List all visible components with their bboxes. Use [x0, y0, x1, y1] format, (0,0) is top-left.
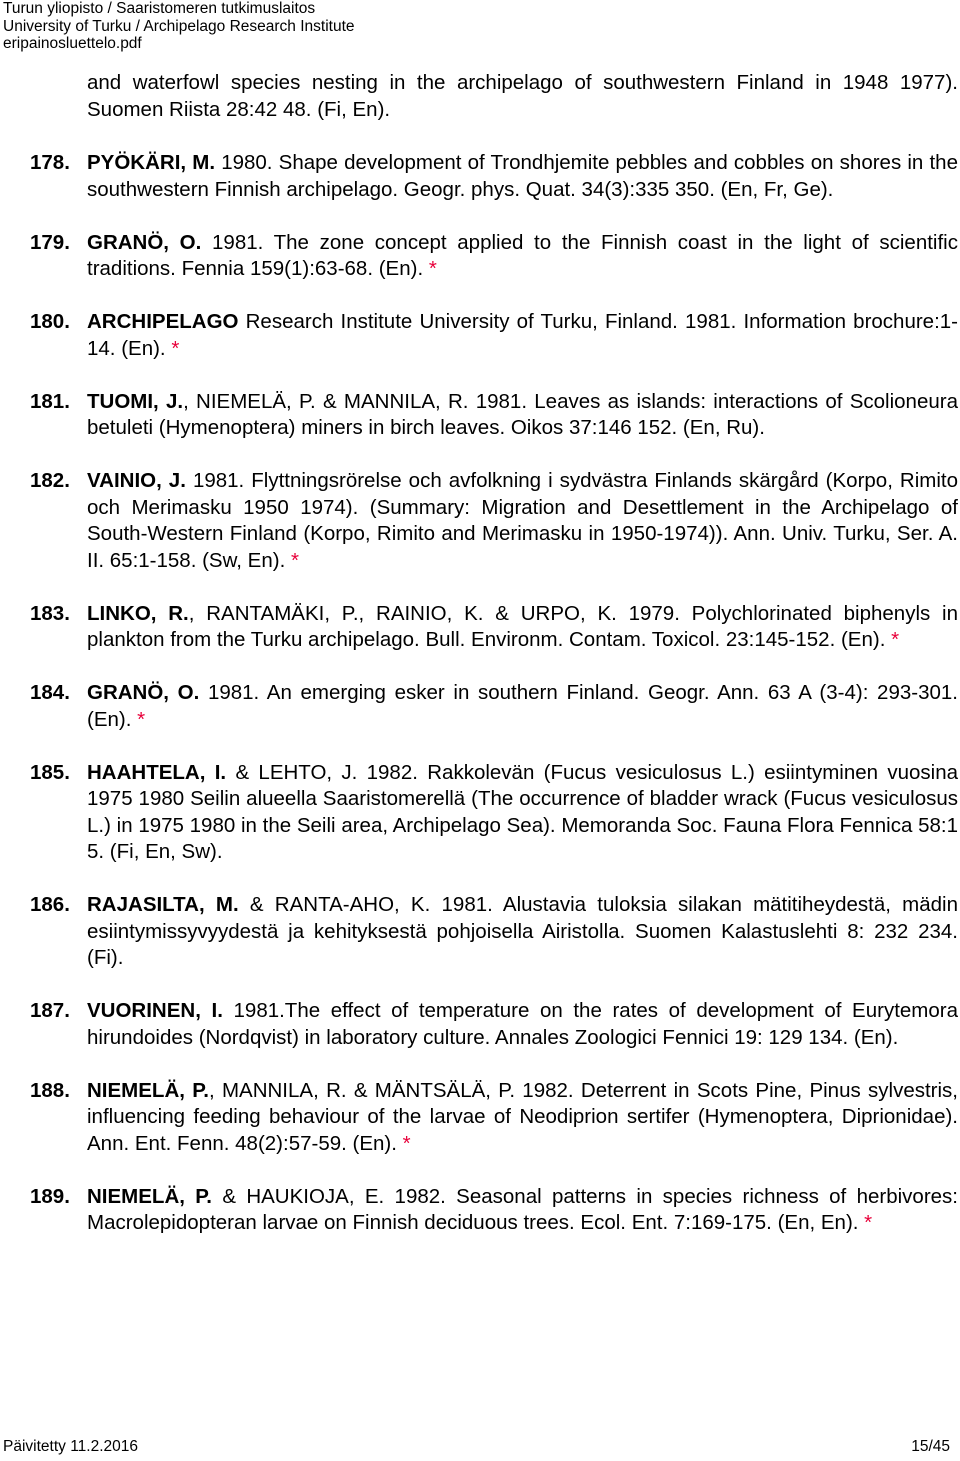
asterisk-marker: * — [290, 548, 299, 572]
header-line-1: Turun yliopisto / Saaristomeren tutkimuslaitos — [3, 0, 316, 17]
entry-text: , RANTAMÄKI, P., RAINIO, K. & URPO, K. 1979. Polychlorinated biphenyls in plankton from the Turku archipelago. Bull. Environm. Contam. Toxicol. 23:145-152. (En). — [87, 601, 958, 651]
entry-author: TUOMI, J. — [87, 389, 184, 413]
entry-text: , MANNILA, R. & MÄNTSÄLÄ, P. 1982. Deterrent in Scots Pine, Pinus sylvestris, influencing feeding behaviour of the larvae of Neodiprion sertifer (Hymenoptera, Diprionidae). Ann. Ent. Fenn. 48(2):57-59. (En). — [87, 1078, 958, 1155]
entry-author: LINKO, R. — [87, 601, 189, 625]
entry-citation — [87, 760, 958, 866]
asterisk-marker: * — [428, 257, 437, 280]
entry-author: RAJASILTA, M. — [87, 893, 239, 916]
entry-citation — [87, 601, 958, 654]
entry-citation — [87, 1078, 958, 1158]
entry-citation — [87, 892, 958, 972]
entry-text: 1981. Flyttningsrörelse och avfolkning i sydvästra Finlands skärgård (Korpo, Rimito och Merimasku 1950 1974). (Summary: Migration and Desettlement in the Archipelago of South-Western Finland (Korpo, Rimito and Merimasku in 1950-1974)). Ann. Univ. Turku, Ser. A. II. 65:1-158. (Sw, En). — [87, 469, 959, 572]
reference-entry — [30, 760, 958, 866]
reference-entry — [30, 892, 958, 972]
entry-citation — [87, 150, 958, 203]
entry-text: 1980. Shape development of Trondhjemite pebbles and cobbles on shores in the southwestern Finnish archipelago. Geogr. phys. Quat. 34(3):335 350. (En, Fr, Ge). — [87, 151, 958, 201]
reference-entry — [30, 150, 958, 203]
entry-author: NIEMELÄ, P. — [87, 1184, 212, 1208]
entry-citation — [87, 389, 958, 442]
entry-number: 183. — [30, 601, 70, 625]
asterisk-marker: * — [891, 628, 900, 651]
entry-author: GRANÖ, O. — [87, 681, 200, 704]
reference-entry — [30, 680, 958, 733]
header-line-2: University of Turku / Archipelago Research Institute — [3, 17, 355, 35]
entry-number: 185. — [30, 760, 70, 784]
entry-number: 188. — [30, 1078, 70, 1102]
entry-number: 187. — [30, 999, 70, 1022]
entry-text: , NIEMELÄ, P. & MANNILA, R. 1981. Leaves as islands: interactions of Scolioneura betuleti (Hymenoptera) miners in birch leaves. Oikos 37:146 152. (En, Ru). — [87, 389, 958, 439]
page-header — [3, 0, 355, 53]
reference-entry — [30, 601, 958, 654]
reference-entry — [30, 309, 958, 362]
continued-entry-text: and waterfowl species nesting in the archipelago of southwestern Finland in 1948 1977). Suomen Riista 28:42 48. (Fi, En). — [87, 71, 958, 121]
entry-text: & LEHTO, J. 1982. Rakkolevän (Fucus vesiculosus L.) esiintyminen vuosina 1975 1980 Seilin alueella Saaristomerellä (The occurrence of bladder wrack (Fucus vesiculosus L.) in 1975 1980 in the Seili area, Archipelago Sea). Memoranda Soc. Fauna Flora Fennica 58:1 5. (Fi, En, Sw). — [87, 760, 958, 863]
entry-citation — [87, 309, 958, 362]
entry-number: 178. — [30, 151, 70, 174]
header-line-3: eripainosluettelo.pdf — [3, 35, 142, 52]
entry-number: 189. — [30, 1184, 70, 1208]
entry-citation — [87, 468, 958, 574]
asterisk-marker: * — [137, 707, 146, 731]
entry-author: ARCHIPELAGO — [87, 310, 239, 333]
entry-author: NIEMELÄ, P. — [87, 1078, 209, 1102]
entry-author: VUORINEN, I. — [87, 999, 223, 1022]
page-number: 15/45 — [911, 1438, 950, 1455]
entry-number: 180. — [30, 310, 70, 333]
entry-text: & RANTA-AHO, K. 1981. Alustavia tuloksia silakan mätitiheydestä, mädin esiintymissyvyydestä ja kehityksestä pohjoisella Airistolla. Suomen Kalastuslehti 8: 232 234. (Fi). — [87, 893, 958, 969]
entry-number: 184. — [30, 681, 70, 704]
entry-text: & HAUKIOJA, E. 1982. Seasonal patterns in species richness of herbivores: Macrolepidopteran larvae on Finnish deciduous trees. Ecol. Ent. 7:169-175. (En, En). — [87, 1184, 958, 1234]
entry-text: Research Institute University of Turku, Finland. 1981. Information brochure:1-14. (En). — [87, 310, 958, 360]
entry-author: GRANÖ, O. — [87, 230, 202, 254]
entry-citation — [87, 1184, 958, 1237]
asterisk-marker: * — [171, 336, 180, 360]
entry-citation — [87, 680, 958, 733]
reference-list — [30, 70, 958, 1263]
reference-entry — [30, 1184, 958, 1237]
entries-container — [30, 150, 958, 1237]
reference-entry — [30, 1078, 958, 1158]
asterisk-marker: * — [864, 1211, 873, 1234]
entry-text: 1981. The zone concept applied to the Finnish coast in the light of scientific traditions. Fennia 159(1):63-68. (En). — [87, 230, 958, 280]
entry-text: 1981. An emerging esker in southern Finland. Geogr. Ann. 63 A (3-4): 293-301. (En). — [87, 681, 958, 731]
entry-text: 1981.The effect of temperature on the rates of development of Eurytemora hirundoides (Nordqvist) in laboratory culture. Annales Zoologici Fennici 19: 129 134. (En). — [87, 999, 958, 1049]
asterisk-marker: * — [402, 1131, 411, 1155]
updated-date: Päivitetty 11.2.2016 — [3, 1438, 138, 1455]
entry-citation — [87, 230, 958, 283]
entry-author: HAAHTELA, I. — [87, 760, 227, 784]
reference-entry — [30, 998, 958, 1051]
entry-number: 186. — [30, 893, 70, 916]
entry-number: 182. — [30, 469, 70, 492]
entry-author: VAINIO, J. — [87, 469, 186, 492]
entry-citation — [87, 998, 958, 1051]
entry-number: 179. — [30, 230, 70, 254]
reference-entry — [30, 230, 958, 283]
entry-number: 181. — [30, 389, 70, 413]
entry-author: PYÖKÄRI, M. — [87, 151, 216, 174]
reference-entry — [30, 468, 958, 574]
reference-entry — [30, 389, 958, 442]
